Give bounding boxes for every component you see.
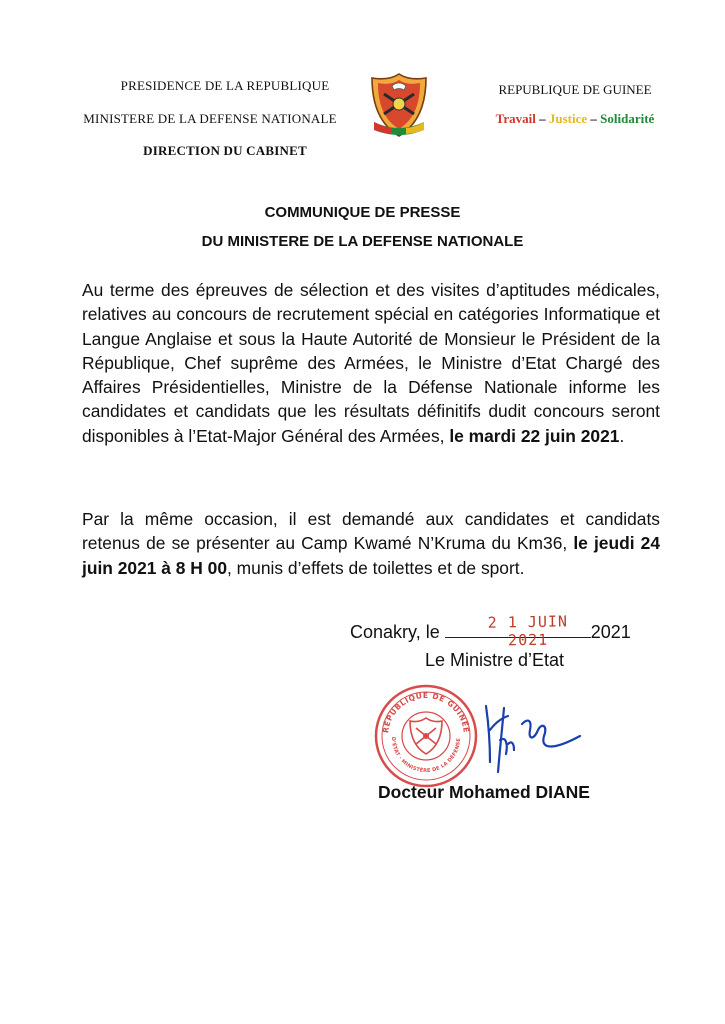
date-line	[350, 612, 631, 650]
header-direction: DIRECTION DU CABINET	[143, 143, 307, 158]
p2-end: , munis d’effets de toilettes et de sport.	[227, 557, 525, 578]
header-presidence: PRESIDENCE DE LA REPUBLIQUE	[120, 78, 330, 93]
p1-bold-date: le mardi 22 juin 2021	[449, 425, 620, 446]
motto-justice: Justice	[548, 111, 588, 126]
motto-solidarite: Solidarité	[600, 111, 655, 126]
seal-outer-text: RÉPUBLIQUE DE GUINÉE	[381, 690, 471, 734]
body-paragraph-1	[82, 278, 660, 448]
official-seal-icon	[372, 682, 480, 790]
p1-end: .	[619, 425, 625, 446]
seal-inner-text: D’ÉTAT · MINISTÈRE DE LA DÉFENSE	[389, 736, 463, 775]
minister-title: Le Ministre d’Etat	[425, 650, 565, 670]
p2-bold-date: le jeudi 24 juin 2021 à 8 H 00	[82, 533, 660, 578]
p2-text: Par la même occasion, il est demandé aux candidates et candidats retenus de se présenter au Camp Kwamé N’Kruma du Km36,	[82, 509, 660, 554]
body-paragraph-2	[82, 507, 660, 580]
date-stamp: 2 1 JUIN 2021	[487, 612, 568, 650]
header-country: REPUBLIQUE DE GUINEE	[498, 82, 652, 97]
motto-dash: –	[587, 111, 601, 126]
title-line-1: COMMUNIQUE DE PRESSE	[264, 204, 461, 221]
title-line-2: DU MINISTERE DE LA DEFENSE NATIONALE	[201, 233, 524, 250]
guinea-coat-of-arms-icon	[364, 70, 434, 140]
motto-travail: Travail	[495, 111, 536, 126]
header-ministere: MINISTERE DE LA DEFENSE NATIONALE	[83, 111, 337, 126]
p1-text: Au terme des épreuves de sélection et des visites d’aptitudes médicales, relatives au concours de recrutement spécial en catégories Informatique et Langue Anglaise et sous la Haute Autorité de Monsieur le Président de la République, Chef suprême des Armées, le Ministre d’Etat Chargé des Affaires Présidentielles, Ministre de la Défense Nationale informe les candidates et candidats que les résultats définitifs dudit concours seront disponibles à l’Etat-Major Général des Armées,	[82, 280, 660, 446]
date-place: Conakry, le	[350, 622, 445, 642]
motto-dash: –	[535, 111, 549, 126]
signatory-name: Docteur Mohamed DIANE	[378, 782, 590, 802]
date-year: 2021	[590, 622, 631, 642]
header-motto	[475, 111, 675, 127]
handwritten-signature	[478, 700, 588, 780]
date-blank	[445, 612, 591, 650]
